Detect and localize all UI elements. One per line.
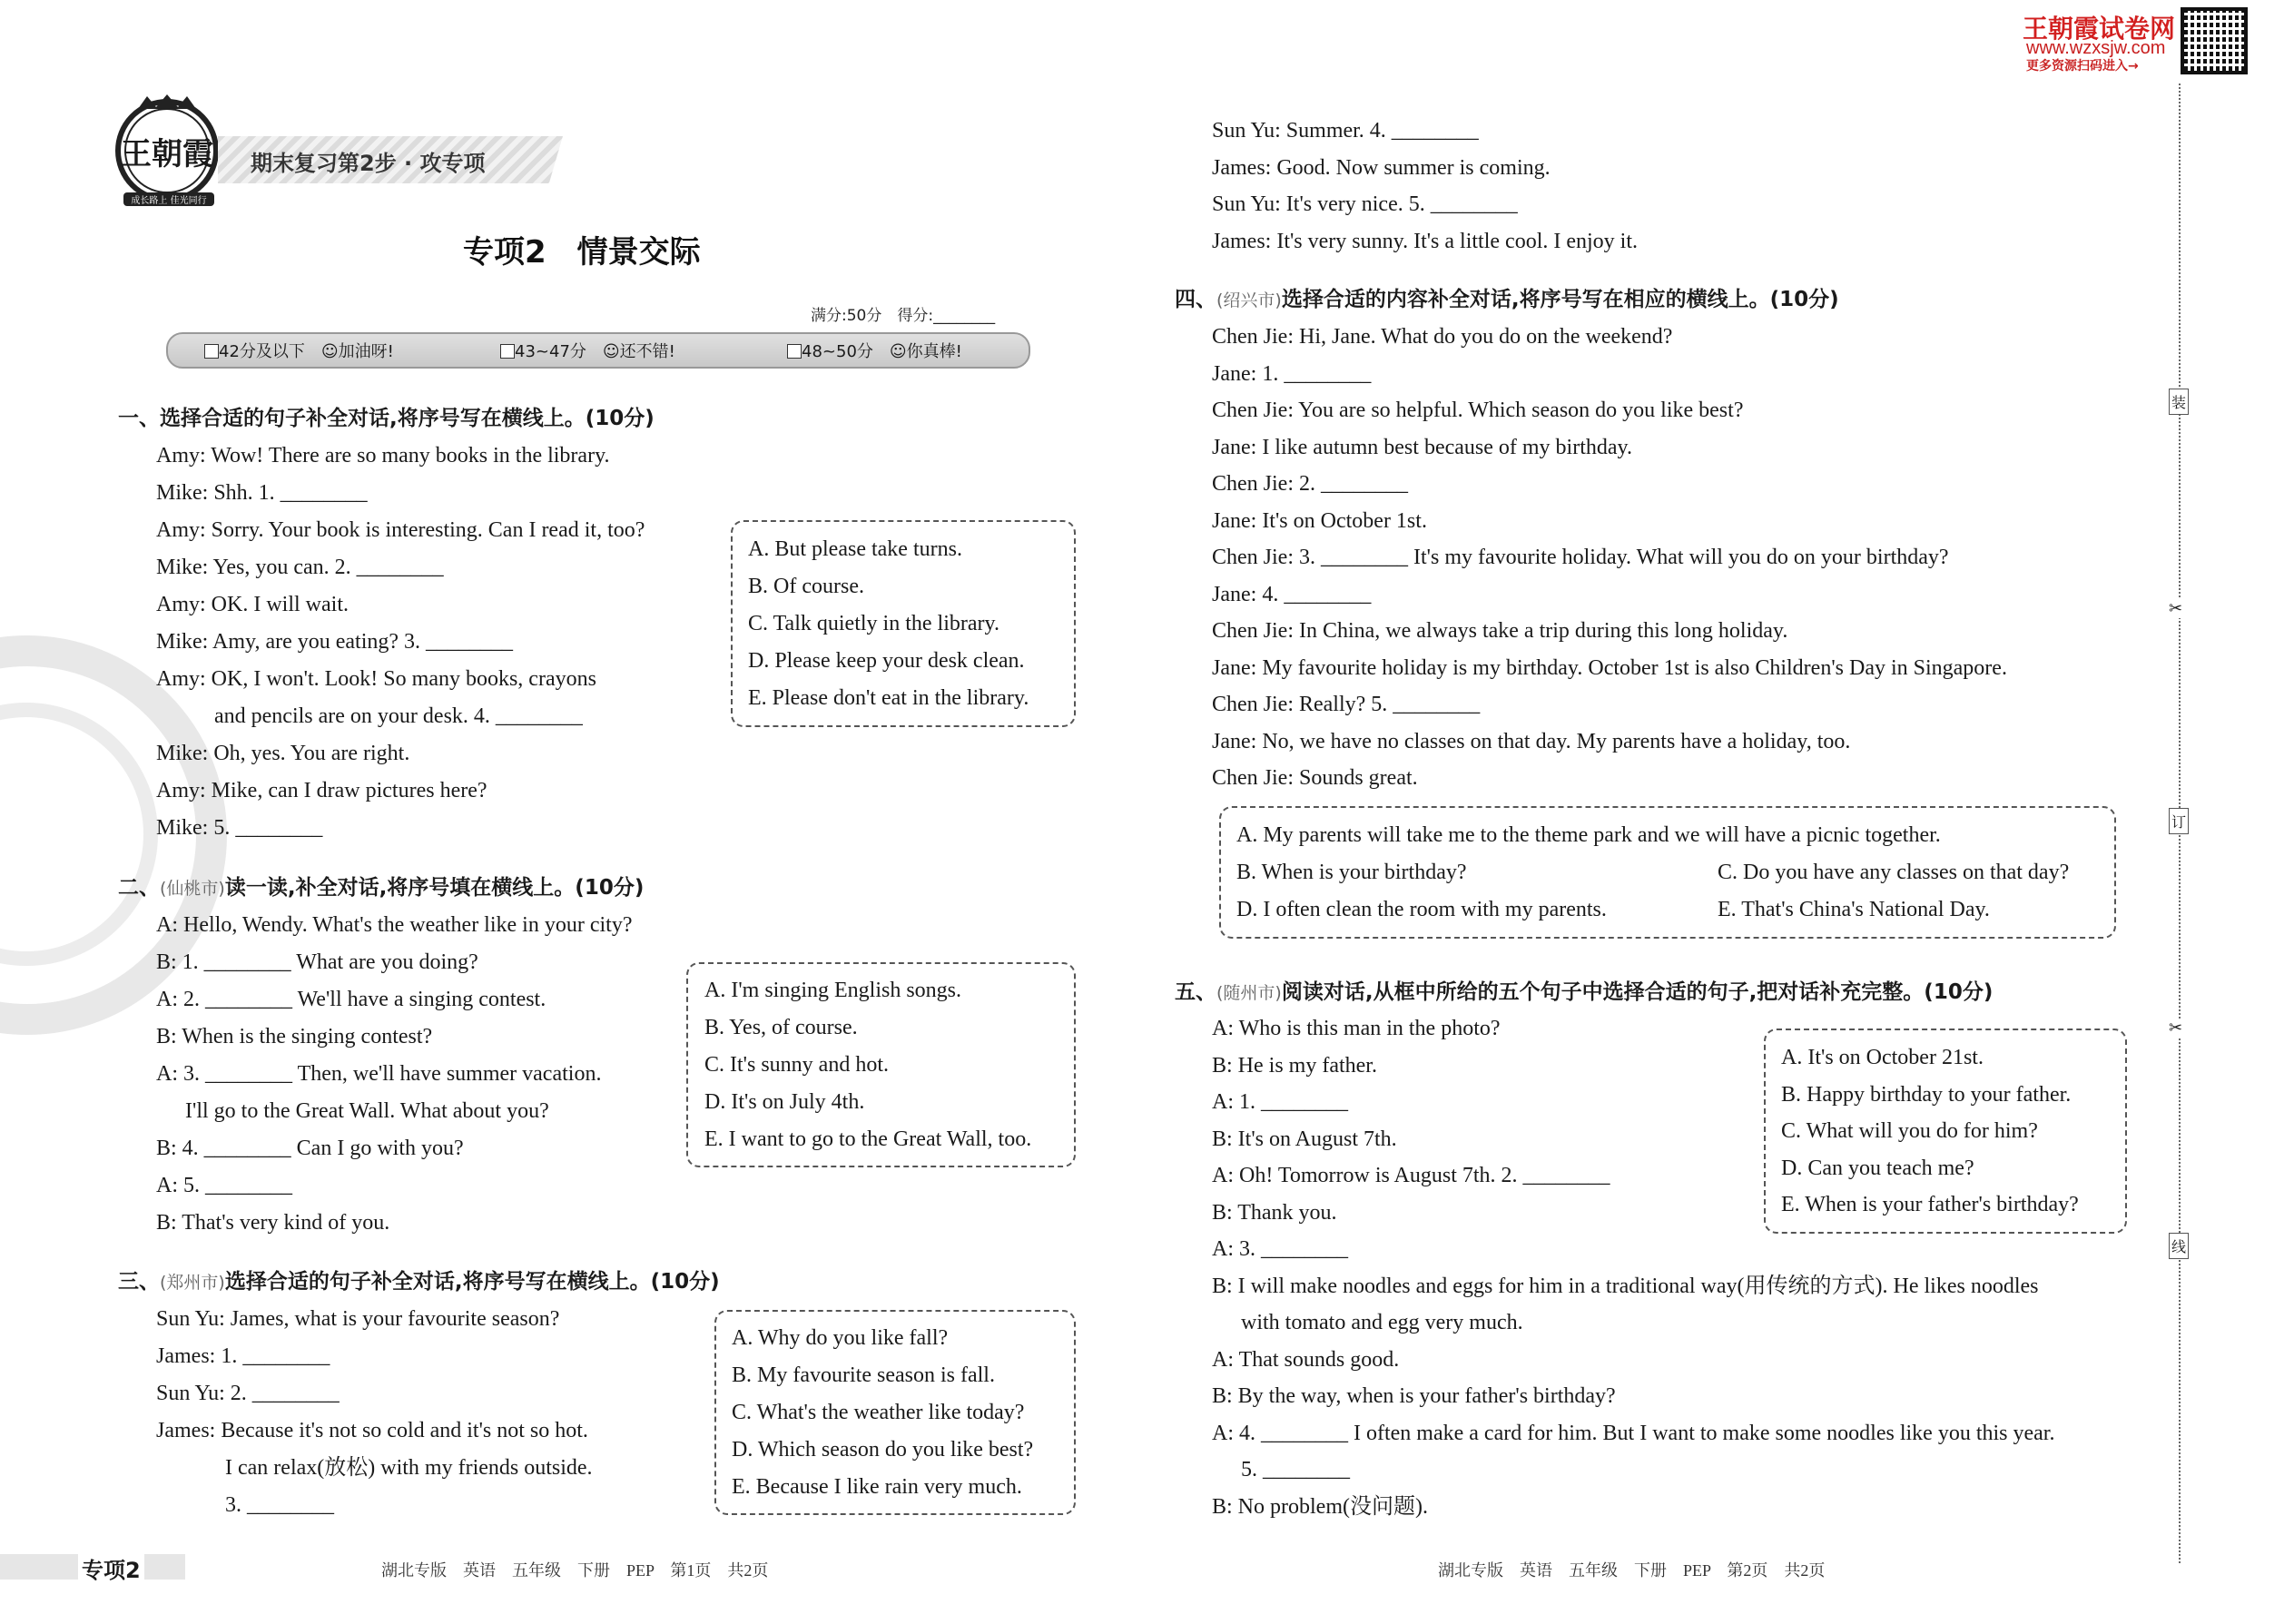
option-item: C. Talk quietly in the library. xyxy=(748,612,999,635)
dialog-line: A: Oh! Tomorrow is August 7th. 2. ________ xyxy=(1212,1164,1610,1187)
binding-mark-xian: 线 xyxy=(2169,1233,2189,1259)
binding-mark-zhuang: 装 xyxy=(2169,389,2189,415)
qr-code-icon[interactable] xyxy=(2184,11,2244,71)
dialog-line: I can relax(放松) with my friends outside. xyxy=(225,1456,593,1480)
dialog-line: A: 3. ________ Then, we'll have summer vacation. xyxy=(156,1062,602,1086)
option-item: B. Of course. xyxy=(748,575,864,598)
option-item: A. I'm singing English songs. xyxy=(704,979,962,1002)
option-item: C. It's sunny and hot. xyxy=(704,1053,889,1077)
dialog-line: B: That's very kind of you. xyxy=(156,1211,390,1235)
dialog-line: Mike: 5. ________ xyxy=(156,816,323,840)
option-item: D. I often clean the room with my parents. xyxy=(1236,898,1607,921)
logo-motto: 成长路上 佳光同行 xyxy=(123,192,214,206)
option-item: E. Because I like rain very much. xyxy=(732,1475,1022,1499)
dialog-line: A: Hello, Wendy. What's the weather like in your city? xyxy=(156,913,633,937)
option-item: A. But please take turns. xyxy=(748,537,962,561)
dialog-line: Mike: Amy, are you eating? 3. ________ xyxy=(156,630,514,654)
footer-right: 湖北专版 英语 五年级 下册 PEP 第2页 共2页 xyxy=(1438,1561,1826,1580)
dialog-line: Amy: OK. I will wait. xyxy=(156,593,349,616)
dialog-line: Jane: My favourite holiday is my birthday. October 1st is also Children's Day in Singapore. xyxy=(1212,656,2007,680)
option-item: B. Happy birthday to your father. xyxy=(1781,1083,2072,1107)
score-line: 满分:50分 得分:________ xyxy=(811,307,996,325)
footer-left: 湖北专版 英语 五年级 下册 PEP 第1页 共2页 xyxy=(381,1561,769,1580)
dialog-line: 5. ________ xyxy=(1241,1458,1350,1481)
binding-mark-ding: 订 xyxy=(2169,808,2189,834)
rating-2[interactable]: 43~47分 ☺还不错! xyxy=(500,339,675,362)
smile-icon: ☺ xyxy=(889,342,907,361)
dialog-line: and pencils are on your desk. 4. ________ xyxy=(214,704,583,728)
option-item: A. It's on October 21st. xyxy=(1781,1046,1984,1069)
dialog-line: Jane: No, we have no classes on that day. My parents have a holiday, too. xyxy=(1212,730,1851,753)
dialog-line: A: That sounds good. xyxy=(1212,1348,1400,1372)
rating-1[interactable]: 42分及以下 ☺加油呀! xyxy=(204,339,394,362)
brand-url[interactable]: www.wzxsjw.com xyxy=(2026,38,2166,58)
dialog-line: Chen Jie: Sounds great. xyxy=(1212,766,1418,790)
dialog-line: Sun Yu: It's very nice. 5. ________ xyxy=(1212,192,1518,216)
dialog-line: Chen Jie: Hi, Jane. What do you do on the weekend? xyxy=(1212,325,1673,349)
dialog-line: B: 4. ________ Can I go with you? xyxy=(156,1137,464,1160)
option-item: A. Why do you like fall? xyxy=(732,1326,949,1350)
dialog-line: Jane: I like autumn best because of my birthday. xyxy=(1212,436,1632,459)
dialog-line: James: Because it's not so cold and it's not so hot. xyxy=(156,1419,588,1442)
option-item: B. Yes, of course. xyxy=(704,1016,858,1039)
section-4-title: 四、(绍兴市)选择合适的内容补全对话,将序号写在相应的横线上。(10分) xyxy=(1175,288,1839,311)
dialog-line: Amy: Mike, can I draw pictures here? xyxy=(156,779,487,802)
brand-name: 王朝霞试卷网 xyxy=(2023,14,2176,44)
dialog-line: Jane: 1. ________ xyxy=(1212,362,1372,386)
option-item: C. Do you have any classes on that day? xyxy=(1718,861,2070,884)
option-item: D. Can you teach me? xyxy=(1781,1156,1974,1180)
section-5-title: 五、(随州市)阅读对话,从框中所给的五个句子中选择合适的句子,把对话补充完整。(10分) xyxy=(1175,980,1994,1004)
dialog-line: Jane: It's on October 1st. xyxy=(1212,509,1427,533)
option-item: D. Which season do you like best? xyxy=(732,1438,1034,1462)
option-item: B. When is your birthday? xyxy=(1236,861,1467,884)
dialog-line: Sun Yu: James, what is your favourite season? xyxy=(156,1307,560,1331)
dialog-line: with tomato and egg very much. xyxy=(1241,1311,1523,1334)
brand-sub: 更多资源扫码进入→ xyxy=(2026,59,2139,74)
dialog-line: 3. ________ xyxy=(225,1493,334,1517)
dialog-line: James: 1. ________ xyxy=(156,1344,330,1368)
section-3-title: 三、(郑州市)选择合适的句子补全对话,将序号写在横线上。(10分) xyxy=(118,1270,720,1294)
dialog-line: James: It's very sunny. It's a little cool. I enjoy it. xyxy=(1212,230,1639,253)
dialog-line: Sun Yu: Summer. 4. ________ xyxy=(1212,119,1479,143)
dialog-line: Jane: 4. ________ xyxy=(1212,583,1372,606)
page-title: 专项2 情景交际 xyxy=(463,234,701,271)
option-item: D. It's on July 4th. xyxy=(704,1090,865,1114)
dialog-line: Sun Yu: 2. ________ xyxy=(156,1382,340,1405)
dialog-line: Mike: Yes, you can. 2. ________ xyxy=(156,556,444,579)
section-1-title: 一、选择合适的句子补全对话,将序号写在横线上。(10分) xyxy=(118,407,655,430)
dialog-line: A: 3. ________ xyxy=(1212,1237,1348,1261)
logo xyxy=(111,91,223,206)
option-item: B. My favourite season is fall. xyxy=(732,1363,995,1387)
logo-text: 王朝霞 xyxy=(121,136,213,172)
dialog-line: I'll go to the Great Wall. What about you? xyxy=(185,1099,549,1123)
dialog-line: B: When is the singing contest? xyxy=(156,1025,433,1048)
option-item: E. That's China's National Day. xyxy=(1718,898,1990,921)
smile-icon: ☺ xyxy=(320,342,339,361)
dialog-line: A: 5. ________ xyxy=(156,1174,292,1197)
scissors-icon: ✂ xyxy=(2169,599,2183,617)
banner-text: 期末复习第2步 · 攻专项 xyxy=(251,151,486,176)
option-item: E. Please don't eat in the library. xyxy=(748,686,1029,710)
dialog-line: B: By the way, when is your father's birthday? xyxy=(1212,1384,1616,1408)
dialog-line: B: He is my father. xyxy=(1212,1054,1377,1078)
dialog-line: Amy: OK, I won't. Look! So many books, crayons xyxy=(156,667,596,691)
dialog-line: Chen Jie: You are so helpful. Which season do you like best? xyxy=(1212,399,1744,422)
dialog-line: B: Thank you. xyxy=(1212,1201,1337,1225)
dialog-line: A: 2. ________ We'll have a singing contest. xyxy=(156,988,546,1011)
option-item: A. My parents will take me to the theme park and we will have a picnic together. xyxy=(1236,823,1941,847)
option-item: C. What will you do for him? xyxy=(1781,1119,2038,1143)
option-item: E. When is your father's birthday? xyxy=(1781,1193,2079,1216)
rating-3[interactable]: 48~50分 ☺你真棒! xyxy=(787,339,962,362)
scissors-icon: ✂ xyxy=(2169,1019,2183,1037)
footer-tag: 专项2 xyxy=(78,1552,144,1584)
option-item: C. What's the weather like today? xyxy=(732,1401,1025,1424)
dialog-line: A: 4. ________ I often make a card for him. But I want to make some noodles like you this year. xyxy=(1212,1422,2055,1445)
option-item: D. Please keep your desk clean. xyxy=(748,649,1025,673)
dialog-line: A: Who is this man in the photo? xyxy=(1212,1017,1501,1040)
dialog-line: Mike: Shh. 1. ________ xyxy=(156,481,368,505)
dialog-line: Chen Jie: Really? 5. ________ xyxy=(1212,693,1481,716)
smile-icon: ☺ xyxy=(602,342,620,361)
dialog-line: A: 1. ________ xyxy=(1212,1090,1348,1114)
dialog-line: B: No problem(没问题). xyxy=(1212,1495,1428,1519)
dialog-line: Amy: Sorry. Your book is interesting. Can I read it, too? xyxy=(156,518,645,542)
section-2-title: 二、(仙桃市)读一读,补全对话,将序号填在横线上。(10分) xyxy=(118,876,645,900)
rating-bar xyxy=(166,332,1030,369)
dialog-line: Amy: Wow! There are so many books in the library. xyxy=(156,444,610,468)
dialog-line: Chen Jie: 3. ________ It's my favourite holiday. What will you do on your birthday? xyxy=(1212,546,1949,569)
dialog-line: Chen Jie: In China, we always take a trip during this long holiday. xyxy=(1212,619,1788,643)
option-item: E. I want to go to the Great Wall, too. xyxy=(704,1127,1032,1151)
dialog-line: B: It's on August 7th. xyxy=(1212,1127,1397,1151)
dialog-line: B: I will make noodles and eggs for him in a traditional way(用传统的方式). He likes noodles xyxy=(1212,1275,2039,1298)
dialog-line: James: Good. Now summer is coming. xyxy=(1212,156,1551,180)
dialog-line: Chen Jie: 2. ________ xyxy=(1212,472,1408,496)
dialog-line: B: 1. ________ What are you doing? xyxy=(156,950,478,974)
dialog-line: Mike: Oh, yes. You are right. xyxy=(156,742,410,765)
